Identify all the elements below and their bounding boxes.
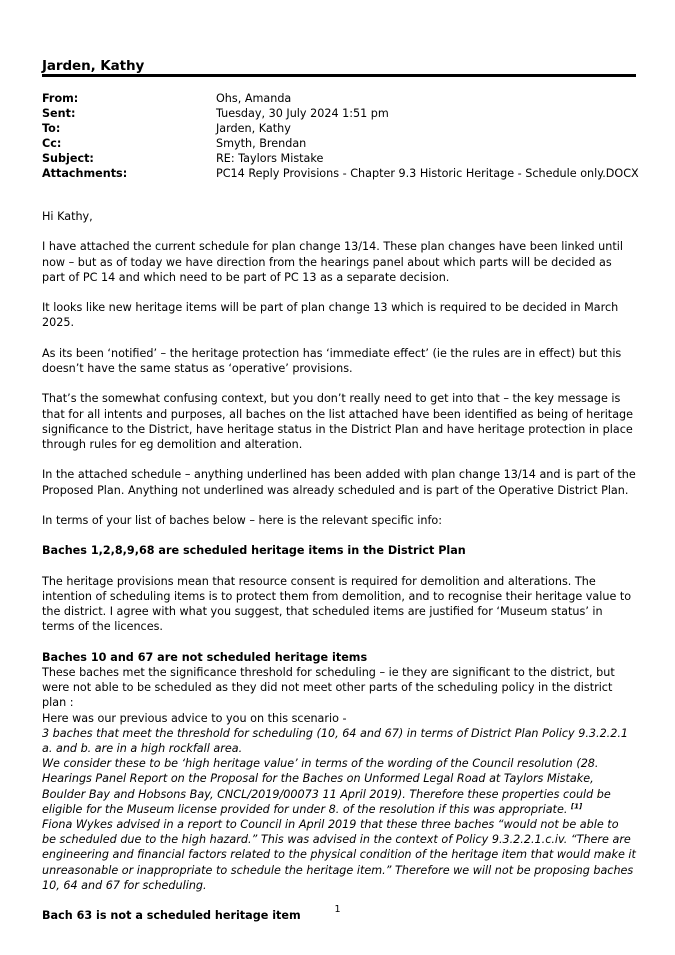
from-row xyxy=(42,91,636,106)
quoted-advice: 3 baches that meet the threshold for scheduling (10, 64 and 67) in terms of District Plan Policy 9.3.2.2.1 a. and b. are in a high rockfall area. xyxy=(42,726,629,755)
section-heading: Bach 63 is not a scheduled heritage item xyxy=(42,909,301,923)
paragraph: The heritage provisions mean that resource consent is required for demolition and alterations. The intention of scheduling items is to protect them from demolition, and to recognise their heritage value to the district. I agree with what you suggest, that scheduled items are justified for ‘Museum status’ in terms of the licences. xyxy=(42,574,632,634)
section-heading: Baches 10 and 67 are not scheduled heritage items xyxy=(42,650,368,664)
quoted-advice xyxy=(42,756,636,817)
cc-value: Smyth, Brendan xyxy=(216,137,307,150)
from-label: From: xyxy=(42,92,79,105)
subject-row xyxy=(42,151,636,166)
sent-row xyxy=(42,106,636,121)
email-header xyxy=(42,91,639,181)
paragraph: As its been ‘notified’ – the heritage protection has ‘immediate effect’ (ie the rules are in effect) but this doesn’t have the same status as ‘operative’ provisions. xyxy=(42,346,622,375)
attachment-link[interactable]: PC14 Reply Provisions - Chapter 9.3 Historic Heritage - Schedule only.DOCX xyxy=(216,167,639,180)
to-label: To: xyxy=(42,122,61,135)
footnote-ref[interactable]: [1] xyxy=(570,802,583,811)
cc-label: Cc: xyxy=(42,137,62,150)
paragraph: In the attached schedule – anything underlined has been added with plan change 13/14 and is part of the Proposed Plan. Anything not underlined was already scheduled and is part of the Operative District Plan. xyxy=(42,468,636,497)
paragraph: Here was our previous advice to you on this scenario - xyxy=(42,711,347,725)
paragraph: In terms of your list of baches below – here is the relevant specific info: xyxy=(42,513,443,527)
attachments-label: Attachments: xyxy=(42,167,128,180)
header-divider xyxy=(42,74,636,77)
section-heading: Baches 1,2,8,9,68 are scheduled heritage items in the District Plan xyxy=(42,544,466,558)
subject-label: Subject: xyxy=(42,152,94,165)
quoted-advice-text: We consider these to be ‘high heritage value’ in terms of the wording of the Council resolution (28. Hearings Panel Report on the Proposal for the Baches on Unformed Legal Road at Taylors Mistake, Boulder Bay and Hobsons Bay, CNCL/2019/00073 11 April 2019). Therefore these properties could be eligible for the Museum license provided for under 8. of the resolution if this was appropriate. xyxy=(42,757,611,816)
sent-value: Tuesday, 30 July 2024 1:51 pm xyxy=(216,107,389,120)
paragraph: That’s the somewhat confusing context, but you don’t really need to get into that – the key message is that for all intents and purposes, all baches on the list attached have been identified as being of heritage significance to the District, have heritage status in the District Plan and have heritage protection in place through rules for eg demolition and alteration. xyxy=(42,392,634,451)
from-value: Ohs, Amanda xyxy=(216,92,292,105)
paragraph: I have attached the current schedule for plan change 13/14. These plan changes have been linked until now – but as of today we have direction from the hearings panel about which parts will be decided as part of PC 14 and which need to be part of PC 13 as a separate decision. xyxy=(42,240,623,284)
paragraph: It looks like new heritage items will be part of plan change 13 which is required to be decided in March 2025. xyxy=(42,301,619,330)
sender-name: Jarden, Kathy xyxy=(42,58,145,74)
greeting: Hi Kathy, xyxy=(42,210,93,223)
email-body xyxy=(42,209,636,939)
cc-row xyxy=(42,136,636,151)
to-value: Jarden, Kathy xyxy=(216,122,291,135)
page-number: 1 xyxy=(334,904,341,915)
paragraph: These baches met the significance threshold for scheduling – ie they are significant to the district, but were not able to be scheduled as they did not meet other parts of the scheduling policy in the district plan : xyxy=(42,665,615,710)
attachments-row xyxy=(42,166,639,181)
to-row xyxy=(42,121,636,136)
subject-value: RE: Taylors Mistake xyxy=(216,152,324,165)
quoted-advice: Fiona Wykes advised in a report to Council in April 2019 that these three baches “would not be able to be scheduled due to the high hazard.” This was advised in the context of Policy 9.3.2.2.1.c.iv. “There are engineering and financial factors related to the physical condition of the heritage item that would make it unreasonable or inappropriate to schedule the heritage item.” Therefore we will not be proposing baches 10, 64 and 67 for scheduling. xyxy=(42,817,636,892)
sent-label: Sent: xyxy=(42,107,76,120)
